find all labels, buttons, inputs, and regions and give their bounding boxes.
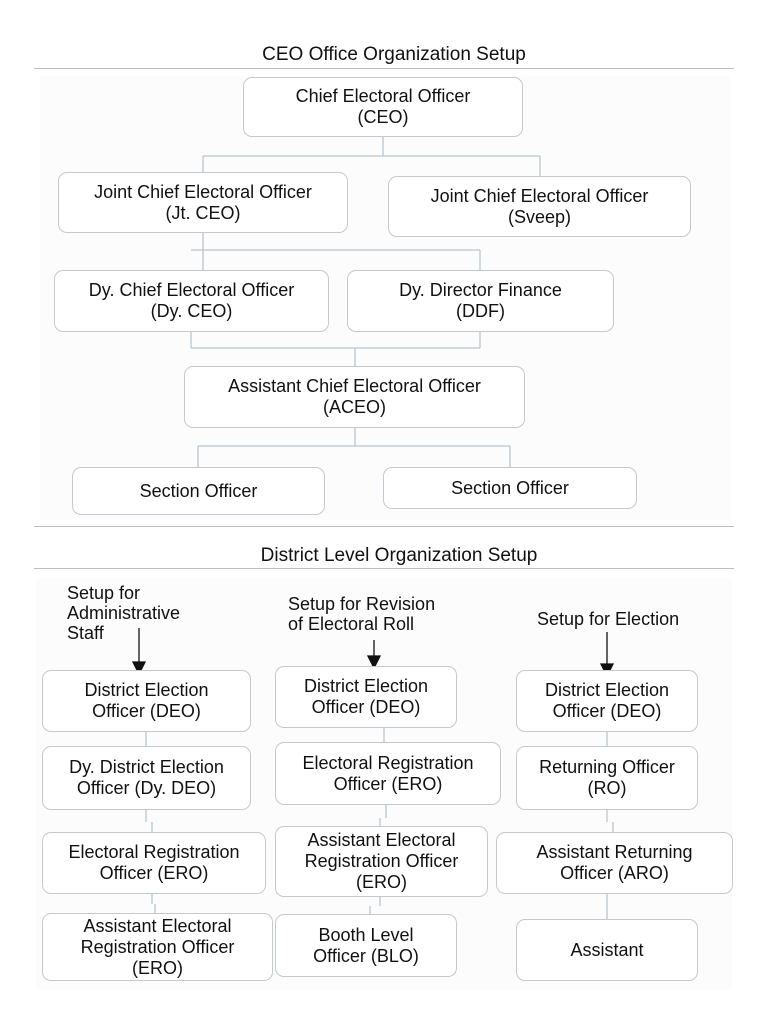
jt-ceo-sveep-box: Joint Chief Electoral Officer (Sveep) — [388, 176, 691, 237]
admin-dy-deo-box: Dy. District Election Officer (Dy. DEO) — [42, 746, 251, 810]
election-ro-box: Returning Officer (RO) — [516, 746, 698, 810]
admin-deo-box: District Election Officer (DEO) — [42, 670, 251, 732]
admin-setup-header: Setup for Administrative Staff — [67, 583, 181, 643]
section-officer-box-2: Section Officer — [383, 467, 637, 509]
ddf-box: Dy. Director Finance (DDF) — [347, 270, 614, 332]
dy-ceo-box: Dy. Chief Electoral Officer (Dy. CEO) — [54, 270, 329, 332]
admin-aero-box: Assistant Electoral Registration Officer (ERO) — [42, 913, 273, 981]
election-deo-box: District Election Officer (DEO) — [516, 670, 698, 732]
admin-ero-box: Electoral Registration Officer (ERO) — [42, 832, 266, 894]
roll-setup-header: Setup for Revision of Electoral Roll — [288, 594, 436, 634]
section-officer-box-1: Section Officer — [72, 467, 325, 515]
roll-blo-box: Booth Level Officer (BLO) — [275, 914, 457, 977]
roll-deo-box: District Election Officer (DEO) — [275, 666, 457, 728]
jt-ceo-box: Joint Chief Electoral Officer (Jt. CEO) — [58, 172, 348, 233]
roll-aero-box: Assistant Electoral Registration Officer (ERO) — [275, 826, 488, 897]
election-aro-box: Assistant Returning Officer (ARO) — [496, 832, 733, 894]
district-section-title: District Level Organization Setup — [260, 545, 538, 566]
election-assistant-box: Assistant — [516, 919, 698, 981]
ceo-box: Chief Electoral Officer (CEO) — [243, 77, 523, 137]
aceo-box: Assistant Chief Electoral Officer (ACEO) — [184, 366, 525, 428]
ceo-section-title: CEO Office Organization Setup — [262, 44, 526, 65]
election-setup-header: Setup for Election — [537, 609, 680, 629]
roll-ero-box: Electoral Registration Officer (ERO) — [275, 742, 501, 805]
